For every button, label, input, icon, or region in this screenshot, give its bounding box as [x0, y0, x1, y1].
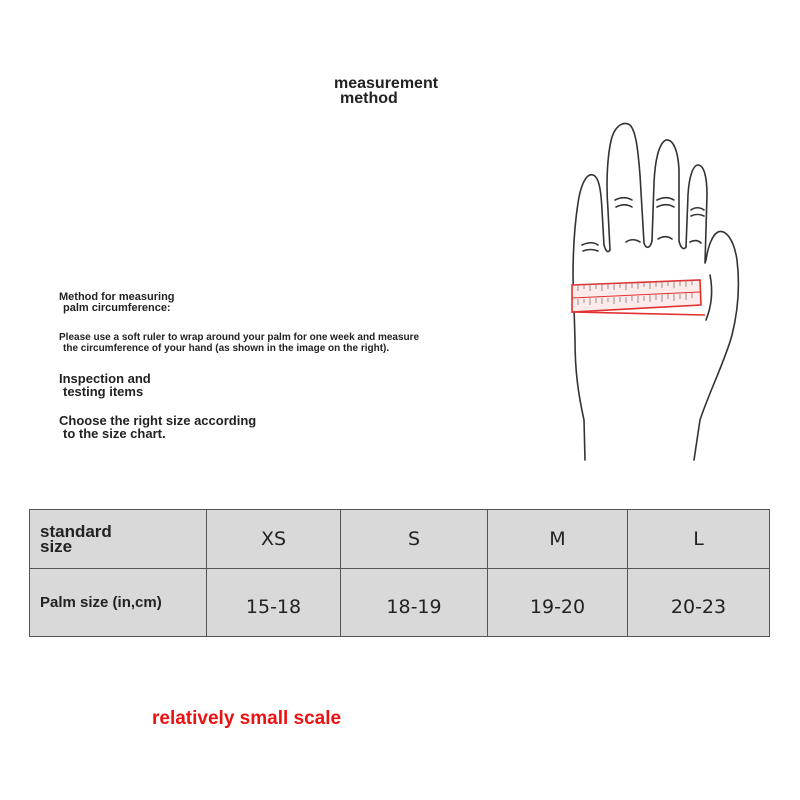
size-chart	[29, 509, 770, 637]
hand-measurement-icon	[560, 115, 750, 470]
inspection-heading	[59, 372, 151, 398]
size-cell: XS	[207, 510, 341, 569]
method-heading-line-1: Method for measuring	[59, 291, 175, 303]
standard-size-label-line-2: size	[40, 537, 73, 556]
method-description-line-2: the circumference of your hand (as shown in the image on the right).	[63, 343, 390, 354]
scale-note: relatively small scale	[152, 708, 342, 729]
standard-size-label	[30, 510, 207, 569]
title-line-1: measurement	[334, 75, 439, 92]
table-row	[30, 569, 770, 637]
method-description	[59, 332, 529, 354]
inspection-line-1: Inspection and	[59, 371, 151, 386]
choose-size-instruction	[59, 414, 256, 440]
method-description-line-1: Please use a soft ruler to wrap around your palm for one week and measure	[59, 332, 420, 343]
palm-size-cell: 15-18	[207, 569, 341, 637]
title-line-2: method	[340, 90, 398, 107]
choose-line-2: to the size chart.	[63, 426, 166, 441]
method-heading-line-2: palm circumference:	[63, 302, 171, 314]
palm-size-cell: 20-23	[628, 569, 770, 637]
palm-size-cell: 18-19	[341, 569, 488, 637]
method-heading	[59, 292, 175, 314]
page-title	[334, 76, 438, 106]
table-row	[30, 510, 770, 569]
measuring-tape	[572, 280, 705, 315]
palm-size-cell: 19-20	[488, 569, 628, 637]
size-cell: M	[488, 510, 628, 569]
standard-size-label-line-1: standard	[40, 522, 112, 541]
choose-line-1: Choose the right size according	[59, 413, 257, 428]
inspection-line-2: testing items	[63, 384, 144, 399]
size-cell: L	[628, 510, 770, 569]
palm-size-label: Palm size (in,cm)	[30, 569, 207, 637]
size-cell: S	[341, 510, 488, 569]
